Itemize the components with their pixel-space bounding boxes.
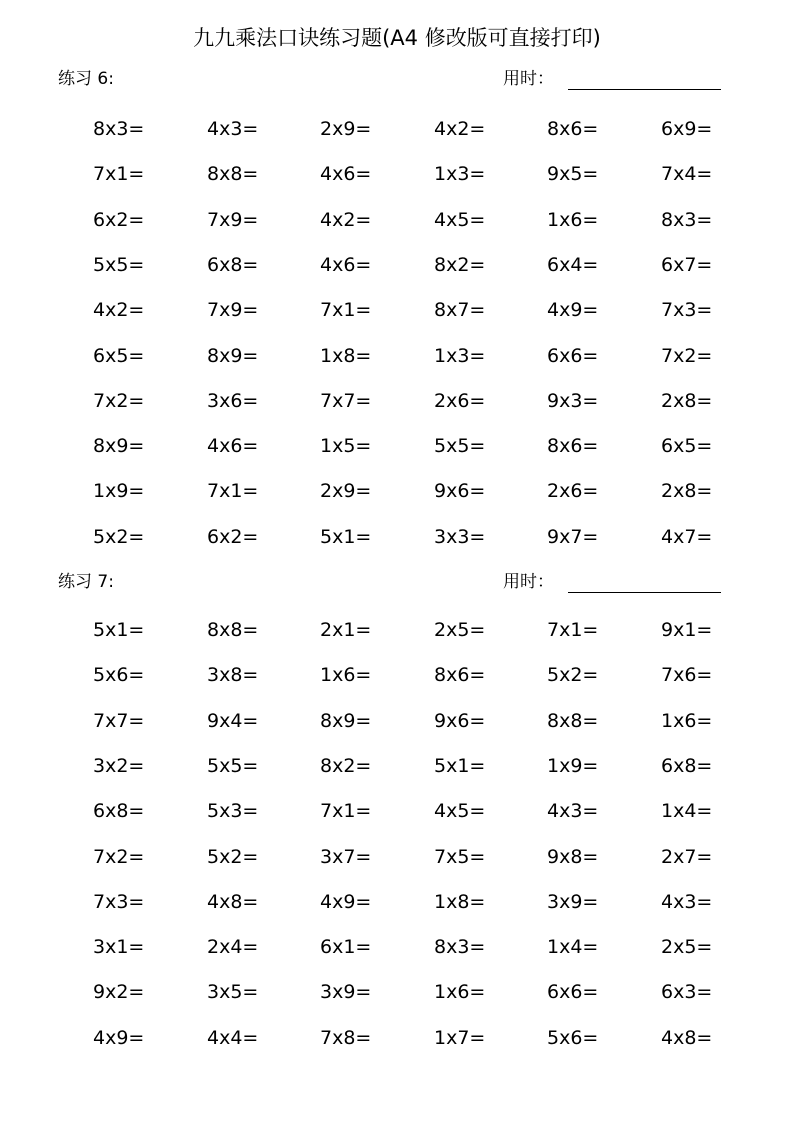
problem-item: 8x9= [320,709,372,732]
problem-item: 2x6= [547,480,599,503]
problem-item: 7x6= [661,664,713,687]
problem-item: 1x3= [434,344,486,367]
problem-item: 5x6= [93,664,145,687]
problem-item: 1x6= [320,664,372,687]
problem-item: 8x3= [434,936,486,959]
problem-item: 9x4= [207,709,259,732]
problem-item: 7x1= [320,299,372,322]
problem-item: 9x2= [93,981,145,1004]
problem-item: 9x6= [434,480,486,503]
time-label: 用时： [503,572,554,592]
problem-item: 9x3= [547,389,599,412]
problem-item: 7x2= [93,389,145,412]
problem-item: 8x9= [207,344,259,367]
problem-item: 4x2= [93,299,145,322]
problem-item: 4x8= [661,1026,713,1049]
problem-item: 2x5= [661,936,713,959]
problem-item: 7x9= [207,208,259,231]
problem-item: 7x1= [93,163,145,186]
problem-item: 1x6= [661,709,713,732]
problem-item: 4x6= [207,435,259,458]
problem-item: 3x9= [320,981,372,1004]
problem-item: 7x7= [320,389,372,412]
exercise-label: 练习 6: [58,69,114,89]
problem-item: 9x6= [434,709,486,732]
problem-item: 5x1= [93,619,145,641]
problem-item: 2x8= [661,389,713,412]
problem-item: 4x9= [547,299,599,322]
problem-item: 2x9= [320,118,372,140]
problem-item: 9x8= [547,845,599,868]
problem-item: 3x8= [207,664,259,687]
problem-item: 6x4= [547,253,599,276]
problem-item: 8x8= [207,619,259,641]
problem-item: 8x8= [207,163,259,186]
problem-item: 9x1= [661,619,713,641]
problem-item: 8x7= [434,299,486,322]
problem-item: 6x6= [547,344,599,367]
problem-item: 7x1= [207,480,259,503]
time-label: 用时： [503,69,554,89]
problem-item: 8x8= [547,709,599,732]
problem-item: 3x3= [434,525,486,548]
problem-item: 6x2= [207,525,259,548]
problem-item: 7x2= [93,845,145,868]
problem-item: 6x5= [661,435,713,458]
problem-item: 5x2= [207,845,259,868]
problem-item: 7x5= [434,845,486,868]
problem-item: 6x5= [93,344,145,367]
problem-item: 4x6= [320,253,372,276]
problem-item: 6x1= [320,936,372,959]
problem-item: 4x5= [434,208,486,231]
problem-item: 1x5= [320,435,372,458]
problem-item: 5x2= [547,664,599,687]
problem-item: 5x5= [207,754,259,777]
problem-item: 7x8= [320,1026,372,1049]
problem-item: 1x6= [547,208,599,231]
problem-item: 6x8= [93,800,145,823]
problem-item: 6x8= [207,253,259,276]
problem-item: 4x2= [434,118,486,140]
problem-item: 1x8= [320,344,372,367]
problem-item: 1x7= [434,1026,486,1049]
exercise-label: 练习 7: [58,572,114,592]
problem-item: 1x8= [434,890,486,913]
problem-item: 7x1= [320,800,372,823]
problem-item: 5x5= [93,253,145,276]
problem-item: 2x1= [320,619,372,641]
problem-item: 1x4= [547,936,599,959]
problem-item: 4x8= [207,890,259,913]
problem-item: 3x6= [207,389,259,412]
problem-item: 8x3= [661,208,713,231]
problem-item: 1x9= [547,754,599,777]
problem-item: 8x2= [434,253,486,276]
problem-item: 8x9= [93,435,145,458]
problem-item: 3x5= [207,981,259,1004]
problem-item: 8x6= [434,664,486,687]
problem-item: 5x6= [547,1026,599,1049]
problem-item: 6x8= [661,754,713,777]
problem-item: 4x9= [320,890,372,913]
problem-item: 1x4= [661,800,713,823]
problem-item: 4x7= [661,525,713,548]
problem-item: 4x2= [320,208,372,231]
problem-item: 4x4= [207,1026,259,1049]
problem-item: 4x3= [207,118,259,140]
problem-item: 6x3= [661,981,713,1004]
problem-item: 7x2= [661,344,713,367]
problem-item: 7x3= [661,299,713,322]
time-underline [568,89,721,90]
problem-item: 5x3= [207,800,259,823]
page-title: 九九乘法口诀练习题(A4 修改版可直接打印) [193,26,601,50]
problem-item: 2x6= [434,389,486,412]
problem-item: 8x6= [547,118,599,140]
problem-item: 3x2= [93,754,145,777]
problem-item: 4x9= [93,1026,145,1049]
time-underline [568,592,721,593]
problem-item: 7x1= [547,619,599,641]
problem-item: 7x9= [207,299,259,322]
problem-item: 4x5= [434,800,486,823]
problem-item: 3x1= [93,936,145,959]
problem-item: 6x7= [661,253,713,276]
problem-item: 6x6= [547,981,599,1004]
problem-item: 5x1= [320,525,372,548]
problem-item: 2x9= [320,480,372,503]
problem-item: 5x2= [93,525,145,548]
problem-item: 5x5= [434,435,486,458]
problem-item: 4x3= [547,800,599,823]
problem-item: 6x2= [93,208,145,231]
problem-item: 9x7= [547,525,599,548]
problem-item: 1x3= [434,163,486,186]
problem-item: 7x7= [93,709,145,732]
problem-item: 2x4= [207,936,259,959]
problem-item: 6x9= [661,118,713,140]
problem-item: 4x6= [320,163,372,186]
problem-item: 8x3= [93,118,145,140]
problem-item: 2x7= [661,845,713,868]
problem-item: 8x6= [547,435,599,458]
problem-item: 3x7= [320,845,372,868]
problem-item: 4x3= [661,890,713,913]
problem-item: 2x8= [661,480,713,503]
problem-item: 2x5= [434,619,486,641]
problem-item: 8x2= [320,754,372,777]
problem-item: 7x4= [661,163,713,186]
problem-item: 3x9= [547,890,599,913]
problem-item: 5x1= [434,754,486,777]
problem-item: 1x6= [434,981,486,1004]
problem-item: 7x3= [93,890,145,913]
problem-item: 9x5= [547,163,599,186]
problem-item: 1x9= [93,480,145,503]
